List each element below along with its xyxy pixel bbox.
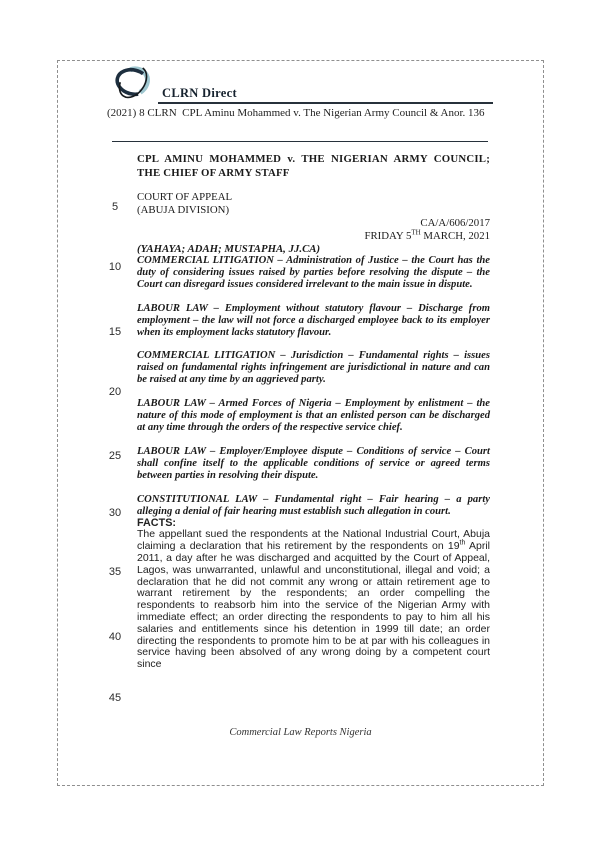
case-title: CPL AMINU MOHAMMED v. THE NIGERIAN ARMY COUNCIL; THE CHIEF OF ARMY STAFF [137, 153, 490, 179]
judgment-date [137, 230, 490, 243]
clrn-logo-icon [109, 60, 157, 106]
line-number: 10 [108, 261, 122, 273]
brand-title: CLRN Direct [162, 86, 237, 100]
line-number: 25 [108, 450, 122, 462]
facts-text-2: April 2011, a day after he was discharged and acquitted by the Court of Appeal, Lagos, was unwarranted, unlawful and unconstitutional, illegal and void; a declaration that he did not commit any wrong or attain retirement age to warrant retirement by the respondents; an order compelling the respondents to reabsorb him into the service of the Nigerian Army with immediate effect; an order directing the respondents to pay to him all his salaries and entitlements since his detention in 1999 till date; an order directing the respondents to promote him to be at par with his colleagues in service having been absolved of any wrong doing by a competent court since [137, 540, 490, 671]
case-reference-block [137, 217, 490, 243]
catchword-paragraph: COMMERCIAL LITIGATION – Jurisdiction – Fundamental rights – issues raised on fundamental rights infringement are jurisdictional in nature and can be raised at any time by an aggrieved party. [137, 350, 490, 386]
line-number: 15 [108, 326, 122, 338]
suit-number: CA/A/606/2017 [420, 217, 490, 229]
line-number: 30 [108, 507, 122, 519]
title-rule [112, 141, 488, 142]
court-block [137, 191, 490, 217]
catchword-paragraph: LABOUR LAW – Armed Forces of Nigeria – Employment by enlistment – the nature of this mode of employment is that an enlisted person can be discharged at any time through the orders of the respective service chief. [137, 398, 490, 433]
court-name: COURT OF APPEAL [137, 191, 233, 203]
catchword-paragraph: LABOUR LAW – Employer/Employee dispute – Conditions of service – Court shall confine itself to the applicable conditions of service or agreed terms between parties in resolving their dispute. [137, 445, 490, 481]
date-prefix: FRIDAY 5 [364, 230, 412, 242]
line-number: 20 [108, 386, 122, 398]
footer-publication: Commercial Law Reports Nigeria [229, 727, 372, 738]
date-suffix: MARCH, 2021 [420, 230, 490, 242]
catchword-paragraph: COMMERCIAL LITIGATION – Administration of Justice – the Court has the duty of considering issues raised by parties before resolving the dispute – the Court can disregard issues considered irrelevant to the main issue in dispute. [137, 255, 490, 290]
judges-panel: (YAHAYA; ADAH; MUSTAPHA, JJ.CA) [137, 243, 321, 255]
line-number: 45 [108, 692, 122, 704]
running-header-citation: (2021) 8 CLRN CPL Aminu Mohammed v. The Nigerian Army Council & Anor. 136 [107, 107, 485, 119]
main-text-column [137, 153, 490, 671]
facts-ordinal: th [459, 539, 466, 547]
line-number: 5 [111, 201, 119, 213]
catchword-paragraph: LABOUR LAW – Employment without statutory flavour – Discharge from employment – the law will not force a discharged employee back to its employer when its employment lacks statutory flavour. [137, 302, 490, 338]
facts-body [137, 529, 490, 671]
facts-heading: FACTS: [137, 517, 176, 530]
date-ordinal: TH [411, 228, 421, 237]
facts-text-1: The appellant sued the respondents at the National Industrial Court, Abuja claiming a declaration that his retirement by the respondents on 19 [137, 528, 490, 553]
catchword-paragraph: CONSTITUTIONAL LAW – Fundamental right – Fair hearing – a party alleging a denial of fair hearing must establish such allegation in court. [137, 493, 490, 517]
header-rule [158, 102, 493, 104]
line-number: 35 [108, 566, 122, 578]
court-division: (ABUJA DIVISION) [137, 204, 230, 216]
line-number: 40 [108, 631, 122, 643]
